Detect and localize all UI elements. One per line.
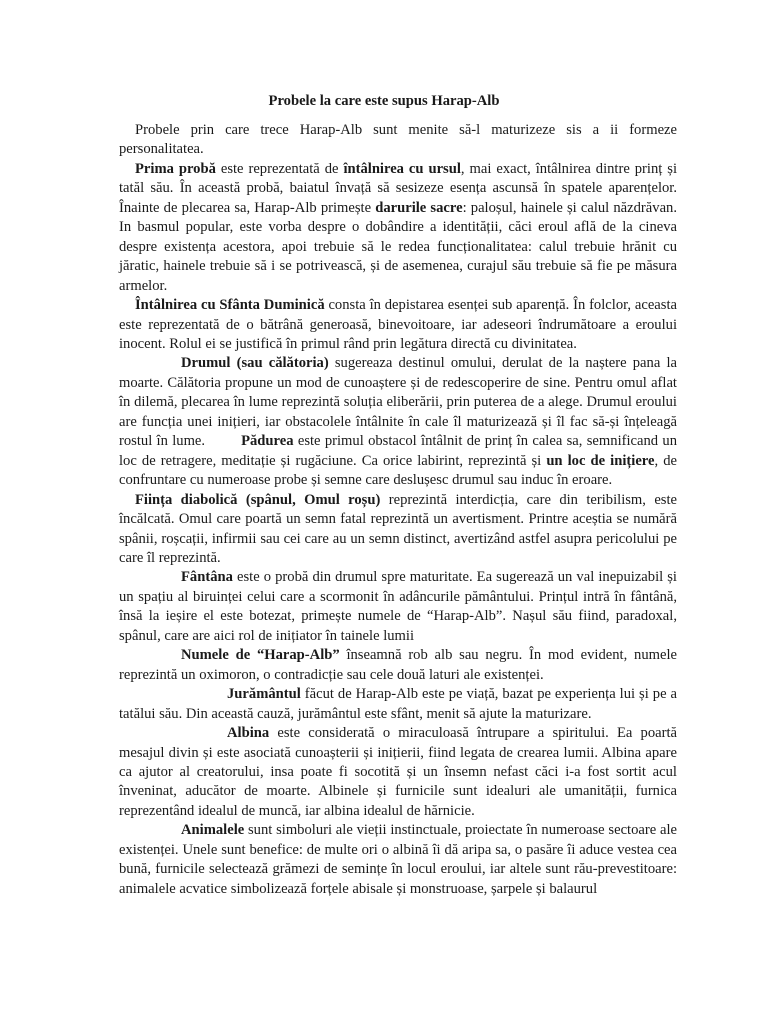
paragraph-drumul [119, 354, 677, 490]
paragraph-albina [119, 724, 677, 821]
term-drumul: Drumul (sau călătoria) [181, 355, 329, 372]
intro-text: Probele prin care trece Harap-Alb sunt menite să-l maturizeze sis a ii formeze personalitatea. [119, 122, 677, 158]
text-segment: consta în depistarea esenței sub aparență. În folclor, aceasta este reprezentată de o bătrână generoasă, binevoitoare, iar adeseori îndrumătoare a eroului inocent. Rolul ei se justifică în primul rând prin legătura directă cu divinitatea. [119, 297, 677, 352]
term-intalnirea-cu-ursul: întâlnirea cu ursul [343, 160, 461, 177]
term-prima-proba: Prima probă [135, 160, 216, 177]
paragraph-fantana [119, 568, 677, 646]
page-title: Probele la care este supus Harap-Alb [268, 93, 500, 109]
text-segment: reprezintă interdicția, care din teribilism, este încălcată. Omul care poartă un semn fatal reprezintă un avertisment. Printre aceștia se numără spânii, roșcații, infirmii sau cei care au un semn distinct, avertizând astfel asupra pericolului pe care îl reprezintă. [119, 491, 678, 566]
text-segment: este primul obstacol întâlnit de prinț în calea sa, semnificand un loc de retragere, meditație și rugăciune. Ca orice labirint, reprezintă și [119, 433, 677, 469]
text-segment: , mai exact, întâlnirea dintre prinț și tatăl său. În această probă, baiatul învață să sesizeze esența ascunsă în spatele aparențelor. Înainte de plecarea sa, Harap-Alb primește [119, 160, 677, 216]
text-segment: este considerată o miraculoasă întrupare a spiritului. Ea poartă mesajul divin și este asociată cunoașterii și inițierii, fiind legata de crearea lumii. Albina apare ca ajutor al creatorului, insa poate fi socotită și un însemn nefast căci i-a fost sortit acul înveninat, aducător de moarte. Albinele și furnicile sunt idealuri ale umanității, furnica reprezentând idealul de muncă, iar albina idealul de hărnicie. [119, 725, 677, 819]
term-animalele: Animalele [181, 822, 245, 839]
term-albina: Albina [227, 725, 270, 742]
text-segment: : paloșul, hainele și calul năzdrăvan. In basmul popular, este vorba despre o dobândire a identității, căci eroul află de la cineva despre existența acestora, apoi trebuie să le redea funcționalitatea: calul trebuie hrănit cu jăratic, hainele trebuie să i se potrivească, și de asemenea, curajul său trebuie să fie pe măsura armelor. [119, 199, 677, 294]
text-segment: sugereaza destinul omului, derulat de la naștere pana la moarte. Călătoria propune un mod de cunoaștere și de redescoperire de sine. Pentru omul aflat în dilemă, plecarea în lume reprezintă soluția eliberării, prin puterea de a alege. Drumul eroului are funcția unei inițieri, iar obstacolele întâlnite în cale îl maturizează și îl fac să-și înțeleagă rostul în lume. [119, 355, 677, 450]
text-segment: , de confruntare cu numeroase probe și semne care deslușesc drumul sau induc în eroare. [119, 452, 677, 489]
text-segment: făcut de Harap-Alb este pe viață, bazat pe experiența lui și pe a tatălui său. Din această cauză, jurământul este sfânt, menit să ajute la maturizare. [119, 686, 677, 722]
text-segment: este o probă din drumul spre maturitate. Ea sugerează un val inepuizabil și un spațiu al biruinței celui care a scormonit în adâncurile pământului. Prințul intră în fântână, însă la ieșire el este botezat, primește numele de “Harap-Alb”. Nașul său fiind, paradoxal, spânul, care are aici rol de inițiator în tainele lumii [119, 569, 677, 644]
term-padurea: Pădurea [241, 433, 294, 450]
paragraph-juramantul [119, 685, 677, 724]
document-body [119, 121, 677, 899]
term-numele-harap-alb: Numele de “Harap-Alb” [181, 647, 340, 664]
paragraph-numele [119, 646, 677, 685]
paragraph-intro [119, 121, 677, 160]
paragraph-prima-proba [119, 160, 677, 296]
paragraph-sfanta-duminica [119, 296, 677, 354]
text-segment: sunt simboluri ale vieții instinctuale, proiectate în numeroase sectoare ale existenței. Unele sunt benefice: de multe ori o albină îi dă aripa sa, o pasăre îi aduce vestea cea bună, furnicile selectează grămezi de semințe în locul eroului, iar altele sunt rău-prevestitoare: animalele acvatice simbolizează forțele abisale și monstruoase, șarpele și balaurul [119, 822, 677, 897]
term-fantana: Fântâna [181, 569, 233, 586]
term-fiinta-diabolica: Ființa diabolică (spânul, Omul roșu) [135, 491, 381, 508]
term-darurile-sacre: darurile sacre [375, 199, 463, 216]
text-segment: înseamnă rob alb sau negru. În mod evident, numele reprezintă un oximoron, o contradicție sau cele două laturi ale existenței. [119, 647, 677, 683]
paragraph-fiinta-diabolica [119, 491, 677, 569]
paragraph-animalele [119, 821, 677, 899]
term-loc-de-initiere: un loc de inițiere [546, 452, 655, 469]
text-segment: este reprezentată de [215, 160, 344, 177]
term-sfanta-duminica: Întâlnirea cu Sfânta Duminică [135, 297, 325, 314]
term-juramantul: Jurământul [227, 686, 301, 703]
